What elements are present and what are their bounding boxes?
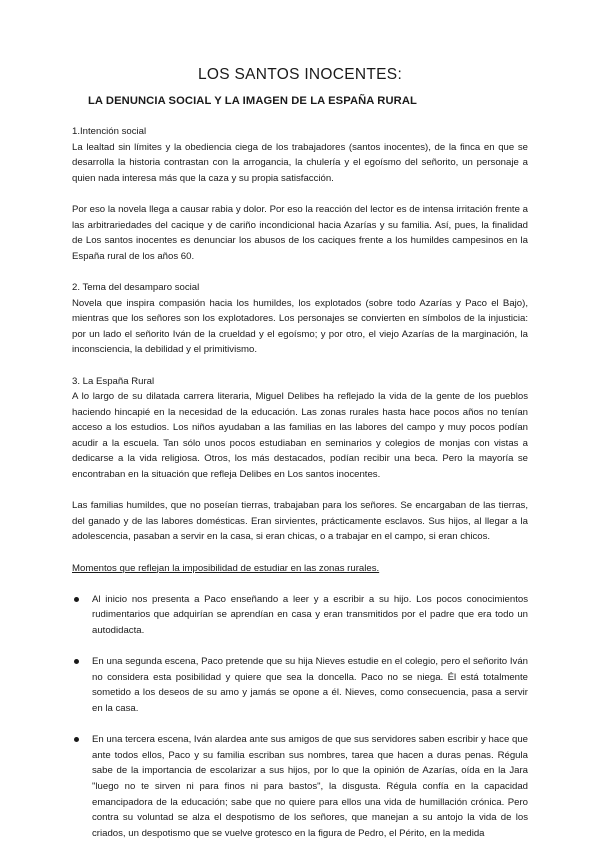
document-body <box>72 124 528 857</box>
moments-heading: Momentos que reflejan la imposibilidad de estudiar en las zonas rurales. <box>72 562 380 574</box>
list-item-text: Al inicio nos presenta a Paco enseñando a leer y a escribir a su hijo. Los pocos conocimientos rudimentarios que adquirían se aprendían en casa y eran transmitidos por el padre que era todo un autodidacta. <box>92 593 528 636</box>
page-subtitle: LA DENUNCIA SOCIAL Y LA IMAGEN DE LA ESPAÑA RURAL <box>88 95 417 107</box>
list-item <box>72 732 528 841</box>
page-title: LOS SANTOS INOCENTES: <box>197 66 403 83</box>
section-heading-intencion: 1.Intención social <box>72 126 147 137</box>
section-paragraph: Por eso la novela llega a causar rabia y dolor. Por eso la reacción del lector es de intensa irritación frente a las arbitrariedades del cacique y de cariño incondicional hacia Azarías y su familia. Así, pues, la finalidad de Los santos inocentes es denunciar los abusos de los caciques frente a los humildes campesinos en la España rural de los años 60. <box>72 203 528 262</box>
section-heading-espana-rural: 3. La España Rural <box>72 375 155 387</box>
list-item <box>72 592 528 639</box>
list-item-text: En una segunda escena, Paco pretende que su hija Nieves estudie en el colegio, pero el señorito Iván no considera esta posibilidad y quiere que sea la doncella. Paco no se niega. Él está totalmente sometido a los deseos de su amo y jamás se opone a él. Nieves, como consecuencia, pasa a servir en la casa. <box>92 656 528 714</box>
bullet-icon <box>74 659 79 664</box>
section-paragraph: Las familias humildes, que no poseían tierras, trabajaban para los señores. Se encargaban de las tierras, del ganado y de las labores domésticas. Eran sirvientes, prácticamente esclavos. Sus hijos, al llegar a la adolescencia, pasaban a servir en la casa, si eran chicas, o a trabajar en el campo, si eran chicos. <box>72 500 528 543</box>
moments-list <box>72 592 528 842</box>
list-item <box>72 654 528 716</box>
bullet-icon <box>74 737 79 742</box>
bullet-icon <box>74 597 79 602</box>
list-item-text: En una tercera escena, Iván alardea ante sus amigos de que sus servidores saben escribir y hace que ante todos ellos, Paco y su familia escriban sus nombres, tarea que hacen a duras penas. Régula sabe de la importancia de escolarizar a sus hijos, por lo que la opinión de Azarías, oída en la Jara "luego no te sirven ni para finos ni para bastos", la disgusta. Régula confía en la capacidad emancipadora de la educación; sabe que no quiere para ellos una vida de humillación crónica. Pero contra su voluntad se alza el despotismo de los señores, que manejan a su antojo la vida de los criados, un despotismo que se vuelve grotesco en la figura de Pedro, el Périto, en la medida <box>92 734 528 839</box>
section-paragraph: Novela que inspira compasión hacia los humildes, los explotados (sobre todo Azarías y Paco el Bajo), mientras que los señores son los explotadores. Los personajes se convierten en símbolos de la injusticia: por un lado el señorito Iván de la crueldad y el egoísmo; y por otro, el viejo Azarías de la marginación, la inconsciencia, la debilidad y el primitivismo. <box>72 297 528 356</box>
section-heading-desamparo: 2. Tema del desamparo social <box>72 281 200 293</box>
section-paragraph: A lo largo de su dilatada carrera literaria, Miguel Delibes ha reflejado la vida de la gente de los pueblos haciendo hincapié en la necesidad de la educación. Las zonas rurales hasta hace pocos años no tenían acceso a los estudios. Los niños ayudaban a las familias en las labores del campo y muy pocos podían acudir a la escuela. Tan sólo unos pocos estudiaban en seminarios y colegios de monjas con vistas a dedicarse a la vida religiosa. Otros, los más destacados, podían recibir una beca. Pero la mayoría se encontraban en la situación que refleja Delibes en Los santos inocentes. <box>72 391 528 481</box>
section-paragraph: La lealtad sin límites y la obediencia ciega de los trabajadores (santos inocentes), de la finca en que se desarrolla la historia contrastan con la arrogancia, la chulería y el egoísmo del señorito, un personaje a quien nada interesa más que la caza y su propia satisfacción. <box>72 141 528 184</box>
